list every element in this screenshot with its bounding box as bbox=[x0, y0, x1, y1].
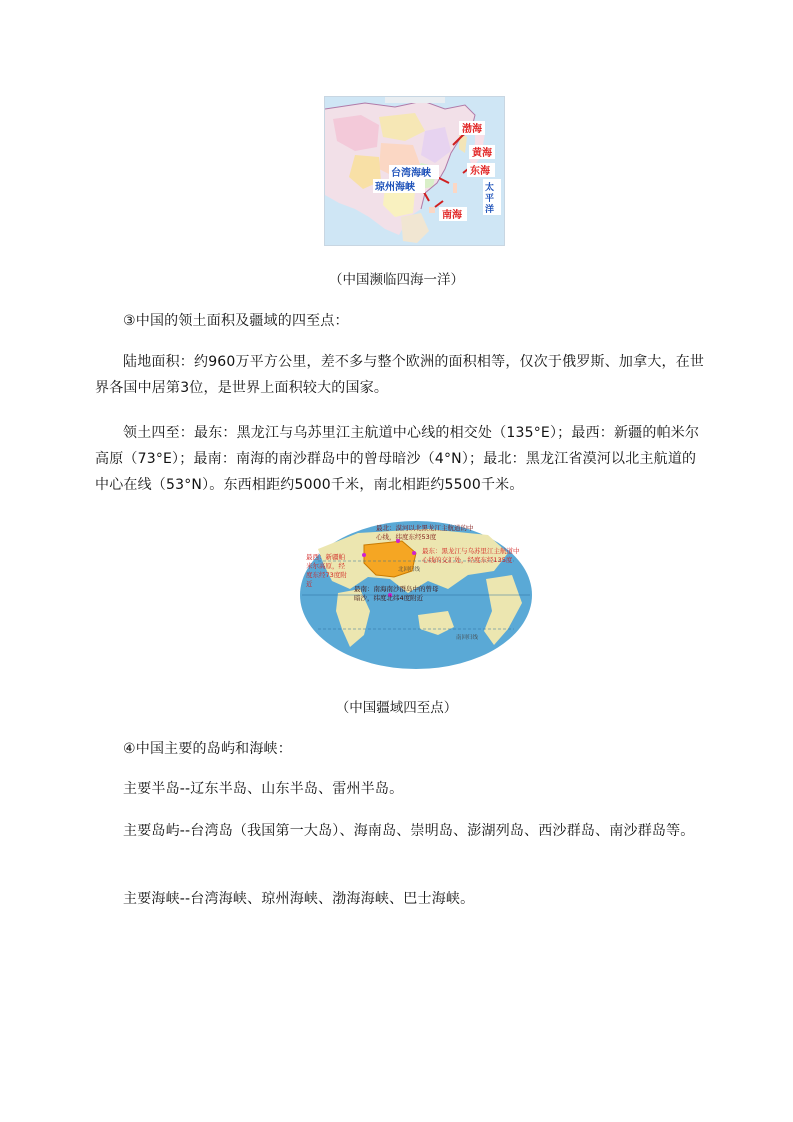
north-label-1: 最北：漠河以北黑龙江主航道的中 bbox=[376, 524, 474, 532]
west-label-2: 米尔高原，经 bbox=[306, 562, 345, 570]
west-label-4: 近 bbox=[306, 580, 313, 588]
area-paragraph: 陆地面积：约960万平方公里，差不多与整个欧洲的面积相等，仅次于俄罗斯、加拿大，在世界各国中居第3位，是世界上面积较大的国家。 bbox=[95, 354, 705, 396]
pacific-label-2: 平 bbox=[485, 194, 495, 204]
south-label-1: 最南：南海南沙群岛中的曾母 bbox=[354, 585, 439, 593]
west-label-3: 度东经73度附 bbox=[306, 571, 347, 579]
taiwan-strait-label: 台湾海峡 bbox=[391, 168, 431, 179]
bohai-label: 渤海 bbox=[462, 124, 482, 135]
arctic-line-label: 北回归线 bbox=[398, 567, 421, 573]
south-label-2: 暗沙，纬度北纬4度附近 bbox=[354, 594, 424, 602]
figure2-caption: （中国疆域四至点） bbox=[335, 700, 458, 716]
china-seas-map bbox=[324, 96, 505, 246]
nanhai-label: 南海 bbox=[442, 210, 462, 221]
pacific-label-1: 太 bbox=[485, 183, 495, 193]
china-extreme-points-map bbox=[298, 519, 534, 671]
peninsula-paragraph: 主要半岛--辽东半岛、山东半岛、雷州半岛。 bbox=[123, 781, 404, 797]
east-label-1: 最东：黑龙江与乌苏里江主航道中 bbox=[422, 547, 520, 555]
west-label-1: 最西：新疆帕 bbox=[306, 553, 345, 561]
china-seas-map-graphic bbox=[325, 97, 504, 245]
donghai-label: 东海 bbox=[470, 166, 490, 177]
east-label-2: 心线的交汇处，经度东经135度 bbox=[422, 556, 513, 564]
islands-paragraph: 主要岛屿--台湾岛（我国第一大岛）、海南岛、崇明岛、澎湖列岛、西沙群岛、南沙群岛等。 bbox=[123, 823, 695, 839]
qiongzhou-strait-label: 琼州海峡 bbox=[375, 182, 415, 193]
pacific-label-3: 洋 bbox=[485, 205, 495, 215]
china-extreme-points-graphic bbox=[298, 519, 534, 671]
section-heading-3: ③中国的领土面积及疆域的四至点： bbox=[123, 313, 349, 329]
huanghai-label: 黄海 bbox=[472, 148, 492, 159]
antarctic-line-label: 南回归线 bbox=[456, 635, 479, 641]
straits-paragraph: 主要海峡--台湾海峡、琼州海峡、渤海海峡、巴士海峡。 bbox=[123, 891, 475, 907]
figure1-caption: （中国濒临四海一洋） bbox=[329, 272, 464, 288]
section-heading-4: ④中国主要的岛屿和海峡： bbox=[123, 741, 292, 757]
north-label-2: 心线，纬度东经53度 bbox=[376, 533, 437, 541]
extent-paragraph: 领土四至：最东：黑龙江与乌苏里江主航道中心线的相交处（135°E）；最西：新疆的帕米尔高原（73°E）；最南：南海的南沙群岛中的曾母暗沙（4°N）；最北：黑龙江省漠河以北主航道的中心在线（53°N）。东西相距约5000千米，南北相距约5500千米。 bbox=[95, 425, 700, 493]
